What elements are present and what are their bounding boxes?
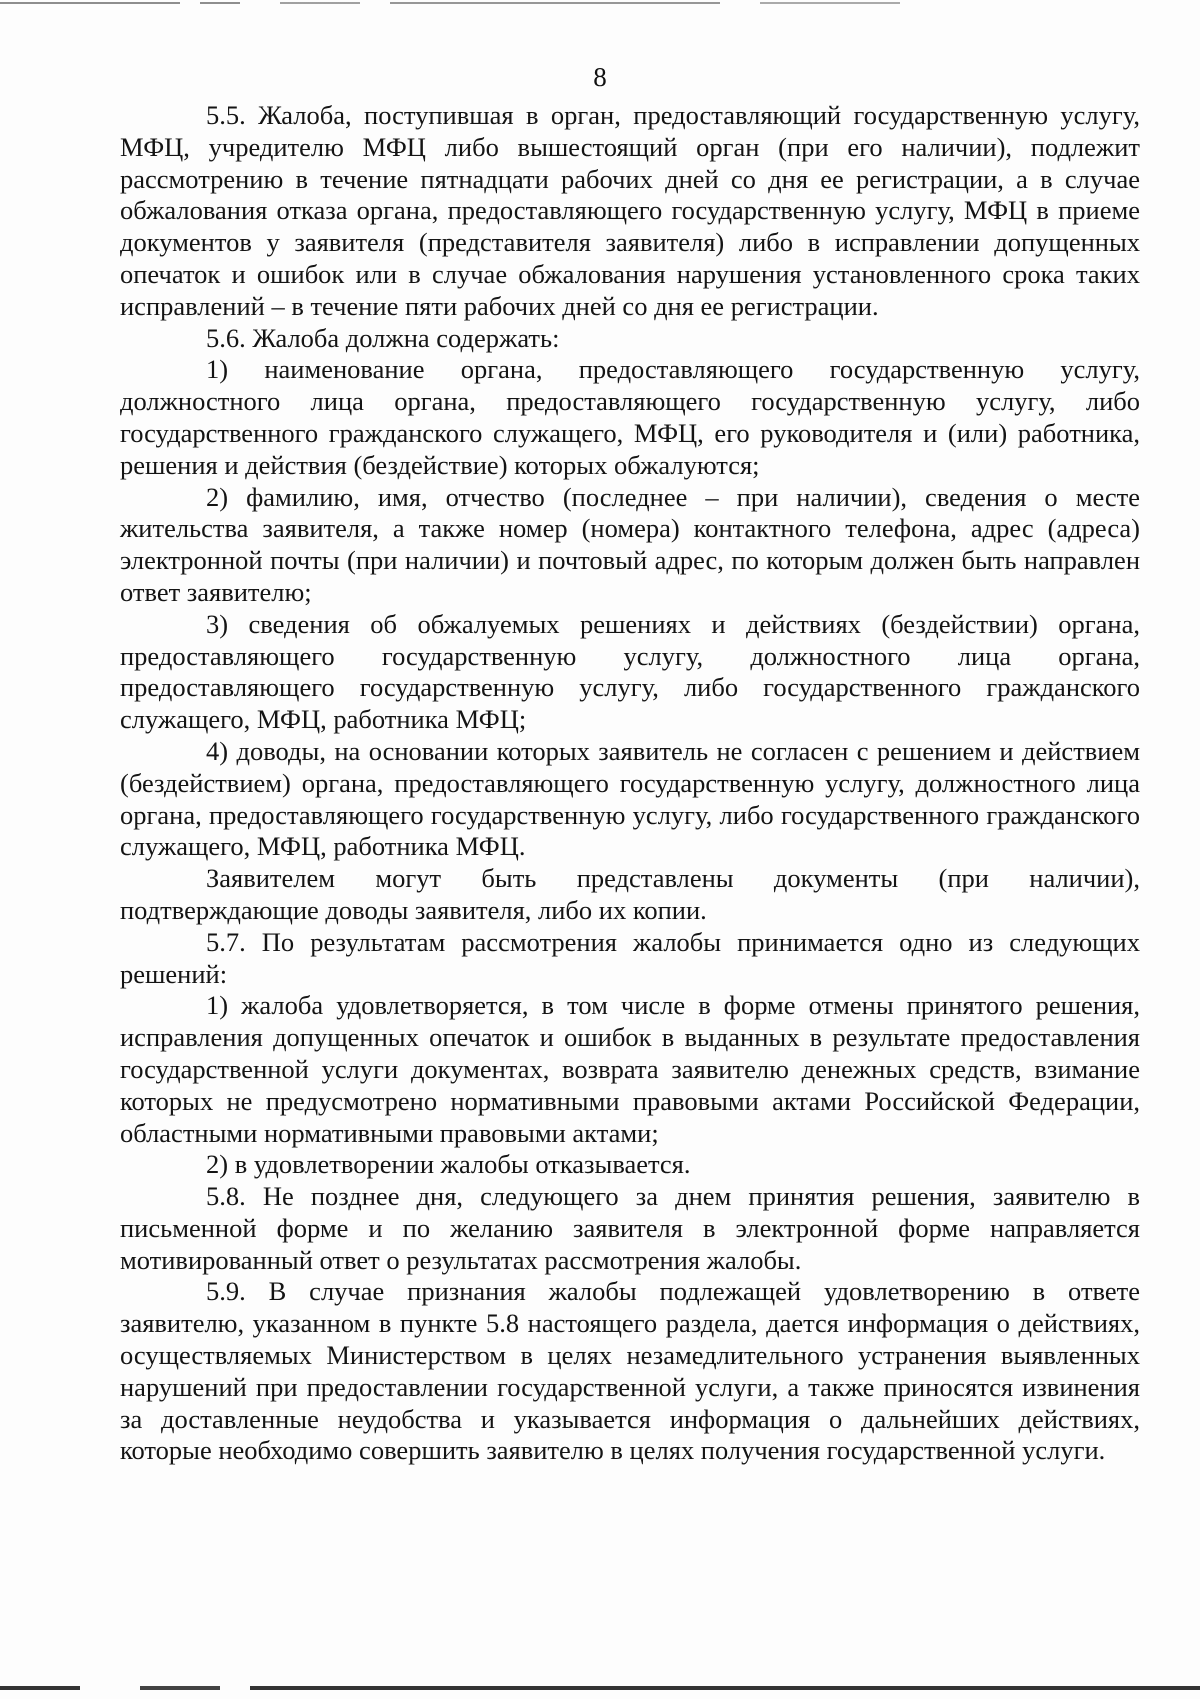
paragraph-5-6-note: Заявителем могут быть представлены документы (при наличии), подтверждающие доводы заявителя, либо их копии. xyxy=(120,863,1140,925)
paragraph-5-6-item-2: 2) фамилию, имя, отчество (последнее – при наличии), сведения о месте жительства заявителя, а также номер (номера) контактного телефона, адрес (адреса) электронной почты (при наличии) и почтовый адрес, по которым должен быть направлен ответ заявителю; xyxy=(120,481,1140,607)
document-body xyxy=(120,100,1140,1467)
paragraph-5-7-item-2: 2) в удовлетворении жалобы отказывается. xyxy=(206,1149,691,1180)
paragraph-5-6-item-1: 1) наименование органа, предоставляющего государственную услугу, должностного лица органа, предоставляющего государственную услугу, либо государственного гражданского служащего, МФЦ, его руководителя и (или) работника, решения и действия (бездействие) которых обжалуются; xyxy=(120,354,1140,480)
paragraph-5-9: 5.9. В случае признания жалобы подлежащей удовлетворению в ответе заявителю, указанном в пункте 5.8 настоящего раздела, дается информация о действиях, осуществляемых Министерством в целях незамедлительного устранения выявленных нарушений при предоставлении государственной услуги, а также приносятся извинения за доставленные неудобства и указывается информация о дальнейших действиях, которые необходимо совершить заявителю в целях получения государственной услуги. xyxy=(120,1276,1140,1466)
paragraph-5-5: 5.5. Жалоба, поступившая в орган, предоставляющий государственную услугу, МФЦ, учредителю МФЦ либо вышестоящий орган (при его наличии), подлежит рассмотрению в течение пятнадцати рабочих дней со дня ее регистрации, а в случае обжалования отказа органа, предоставляющего государственную услугу, МФЦ в приеме документов у заявителя (представителя заявителя) либо в исправлении допущенных опечаток и ошибок или в случае обжалования нарушения установленного срока таких исправлений – в течение пяти рабочих дней со дня ее регистрации. xyxy=(120,100,1140,321)
paragraph-5-7: 5.7. По результатам рассмотрения жалобы принимается одно из следующих решений: xyxy=(120,926,1140,989)
paragraph-5-6: 5.6. Жалоба должна содержать: xyxy=(206,322,560,353)
scan-edge-top xyxy=(0,2,1200,4)
paragraph-5-7-item-1: 1) жалоба удовлетворяется, в том числе в форме отмены принятого решения, исправления допущенных опечаток и ошибок в выданных в результате предоставления государственной услуги документах, возврата заявителю денежных средств, взимание которых не предусмотрено нормативными правовыми актами Российской Федерации, областными нормативными правовыми актами; xyxy=(120,990,1140,1148)
paragraph-5-6-item-4: 4) доводы, на основании которых заявитель не согласен с решением и действием (бездействием) органа, предоставляющего государственную услугу, должностного лица органа, предоставляющего государственную услугу, либо государственного гражданского служащего, МФЦ, работника МФЦ. xyxy=(120,735,1140,862)
paragraph-5-8: 5.8. Не позднее дня, следующего за днем принятия решения, заявителю в письменной форме и по желанию заявителя в электронной форме направляется мотивированный ответ о результатах рассмотрения жалобы. xyxy=(120,1181,1140,1275)
page-number: 8 xyxy=(593,62,607,92)
paragraph-5-6-item-3: 3) сведения об обжалуемых решениях и действиях (бездействии) органа, предоставляющего государственную услугу, должностного лица органа, предоставляющего государственную услугу, либо государственного гражданского служащего, МФЦ, работника МФЦ; xyxy=(120,608,1140,735)
scan-edge-bottom xyxy=(0,1686,1200,1690)
